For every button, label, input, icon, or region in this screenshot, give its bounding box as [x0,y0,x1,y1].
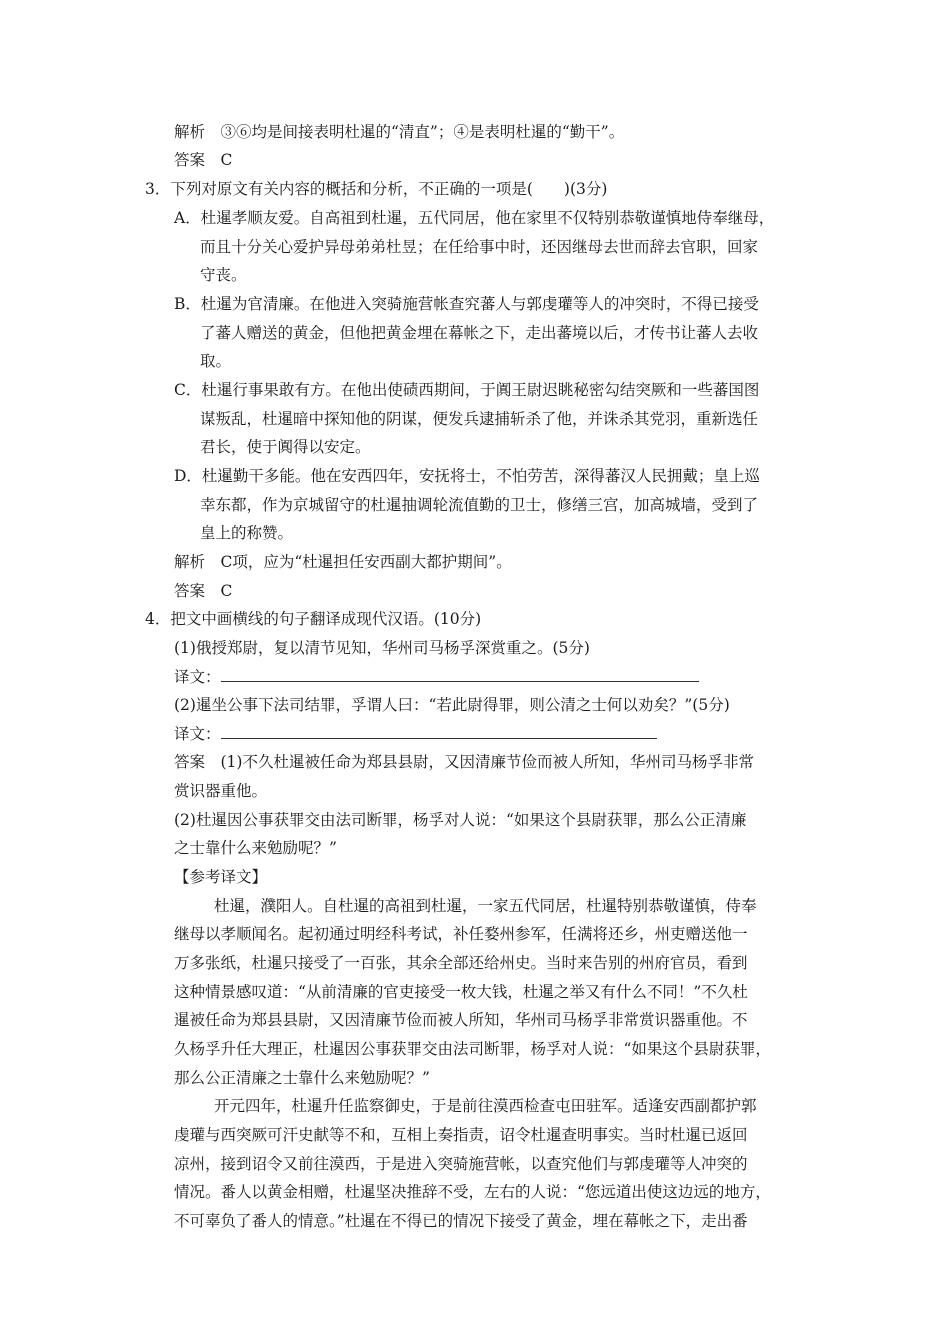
paragraph-line: 情况。番人以黄金相赠，杜暹坚决推辞不受，左右的人说：“您远道出使这边远的地方， [174,1183,771,1201]
paragraph-line: 虔瓘与西突厥可汗史献等不和，互相上奏指责，诏令杜暹查明事实。当时杜暹已返回 [174,1126,748,1144]
analysis-line: 解析 ③⑥均是间接表明杜暹的“清直”；④是表明杜暹的“勤干”。 [174,123,625,141]
paragraph-line: 不可辜负了番人的情意。”杜暹在不得已的情况下接受了黄金，埋在幕帐之下，走出番 [174,1212,748,1230]
paragraph-line: 那么公正清廉之士靠什么来勉励呢？” [174,1069,430,1087]
paragraph-line: 久杨孚升任大理正，杜暹因公事获罪交由法司断罪，杨孚对人说：“如果这个县尉获罪， [174,1040,771,1058]
option-d: D．杜暹勤干多能。他在安西四年，安抚将士，不怕劳苦，深得蕃汉人民拥戴；皇上巡 [174,467,760,485]
paragraph-line: 这种情景感叹道：“从前清廉的官吏接受一枚大钱，杜暹之举又有什么不同！”不久杜 [174,983,748,1001]
option-c-cont: 谋叛乱，杜暹暗中探知他的阴谋，便发兵逮捕斩杀了他，并诛杀其党羽，重新选任 [200,410,759,428]
translation-blank-1 [174,667,699,687]
answer-cont: 赏识器重他。 [174,782,268,800]
option-b: B．杜暹为官清廉。在他进入突骑施营帐查究蕃人与郭虔瓘等人的冲突时，不得已接受 [174,295,759,313]
paragraph-line: 杜暹，濮阳人。自杜暹的高祖到杜暹，一家五代同居，杜暹特别恭敬谨慎，侍奉 [214,897,757,915]
paragraph-line: 继母以孝顺闻名。起初通过明经科考试，补任婺州参军，任满将还乡，州吏赠送他一 [174,925,748,943]
option-a: A．杜暹孝顺友爱。自高祖到杜暹，五代同居，他在家里不仅特别恭敬谨慎地侍奉继母， [174,209,775,227]
answer-line: 答案 C [174,151,233,169]
answer-line: 答案 C [174,582,233,600]
reference-heading: 【参考译文】 [174,868,268,886]
answer-rule [221,724,657,739]
paragraph-line: 开元四年，杜暹升任监察御史，于是前往漠西检查屯田驻军。适逢安西副都护郭 [214,1097,757,1115]
option-d-cont: 皇上的称赞。 [200,524,294,542]
option-a-cont: 守丧。 [200,266,247,284]
translation-label: 译文： [174,668,221,686]
option-d-cont: 幸东都，作为京城留守的杜暹抽调轮流值勤的卫士，修缮三宫，加高城墙，受到了 [200,496,759,514]
paragraph-line: 万多张纸，杜暹只接受了一百张，其余全部还给州史。当时来告别的州府官员，看到 [174,954,748,972]
translation-blank-2 [174,724,657,744]
option-a-cont: 而且十分关心爱护异母弟弟杜昱；在任给事中时，还因继母去世而辞去官职，回家 [200,238,759,256]
paragraph-line: 凉州，接到诏令又前往漠西，于是进入突骑施营帐，以查究他们与郭虔瓘等人冲突的 [174,1155,748,1173]
paragraph-line: 暹被任命为郑县县尉，又因清廉节俭而被人所知，华州司马杨孚非常赏识器重他。不 [174,1011,748,1029]
option-b-cont: 取。 [200,352,232,370]
subquestion-1: (1)俄授郑尉，复以清节见知，华州司马杨孚深赏重之。(5分) [174,639,590,657]
translation-label: 译文： [174,725,221,743]
answer-rule [221,667,699,682]
option-c-cont: 君长，使于阗得以安定。 [200,438,371,456]
option-b-cont: 了蕃人赠送的黄金，但他把黄金埋在幕帐之下，走出蕃境以后，才传书让蕃人去收 [200,324,759,342]
question-4: 4．把文中画横线的句子翻译成现代汉语。(10分) [145,610,482,628]
option-c: C．杜暹行事果敢有方。在他出使碛西期间，于阗王尉迟眺秘密勾结突厥和一些蕃国图 [174,381,760,399]
subquestion-2: (2)暹坐公事下法司结罪，孚谓人曰：“若此尉得罪，则公清之士何以劝矣？”(5分) [174,696,730,714]
answer-line: 答案 (1)不久杜暹被任命为郑县县尉，又因清廉节俭而被人所知，华州司马杨孚非常 [174,753,754,771]
answer-line: (2)杜暹因公事获罪交由法司断罪，杨孚对人说：“如果这个县尉获罪，那么公正清廉 [174,811,747,829]
analysis-line: 解析 C项，应为“杜暹担任安西副大都护期间”。 [174,553,512,571]
answer-cont: 之士靠什么来勉励呢？” [174,839,337,857]
question-3: 3．下列对原文有关内容的概括和分析，不正确的一项是( )(3分) [145,180,608,198]
